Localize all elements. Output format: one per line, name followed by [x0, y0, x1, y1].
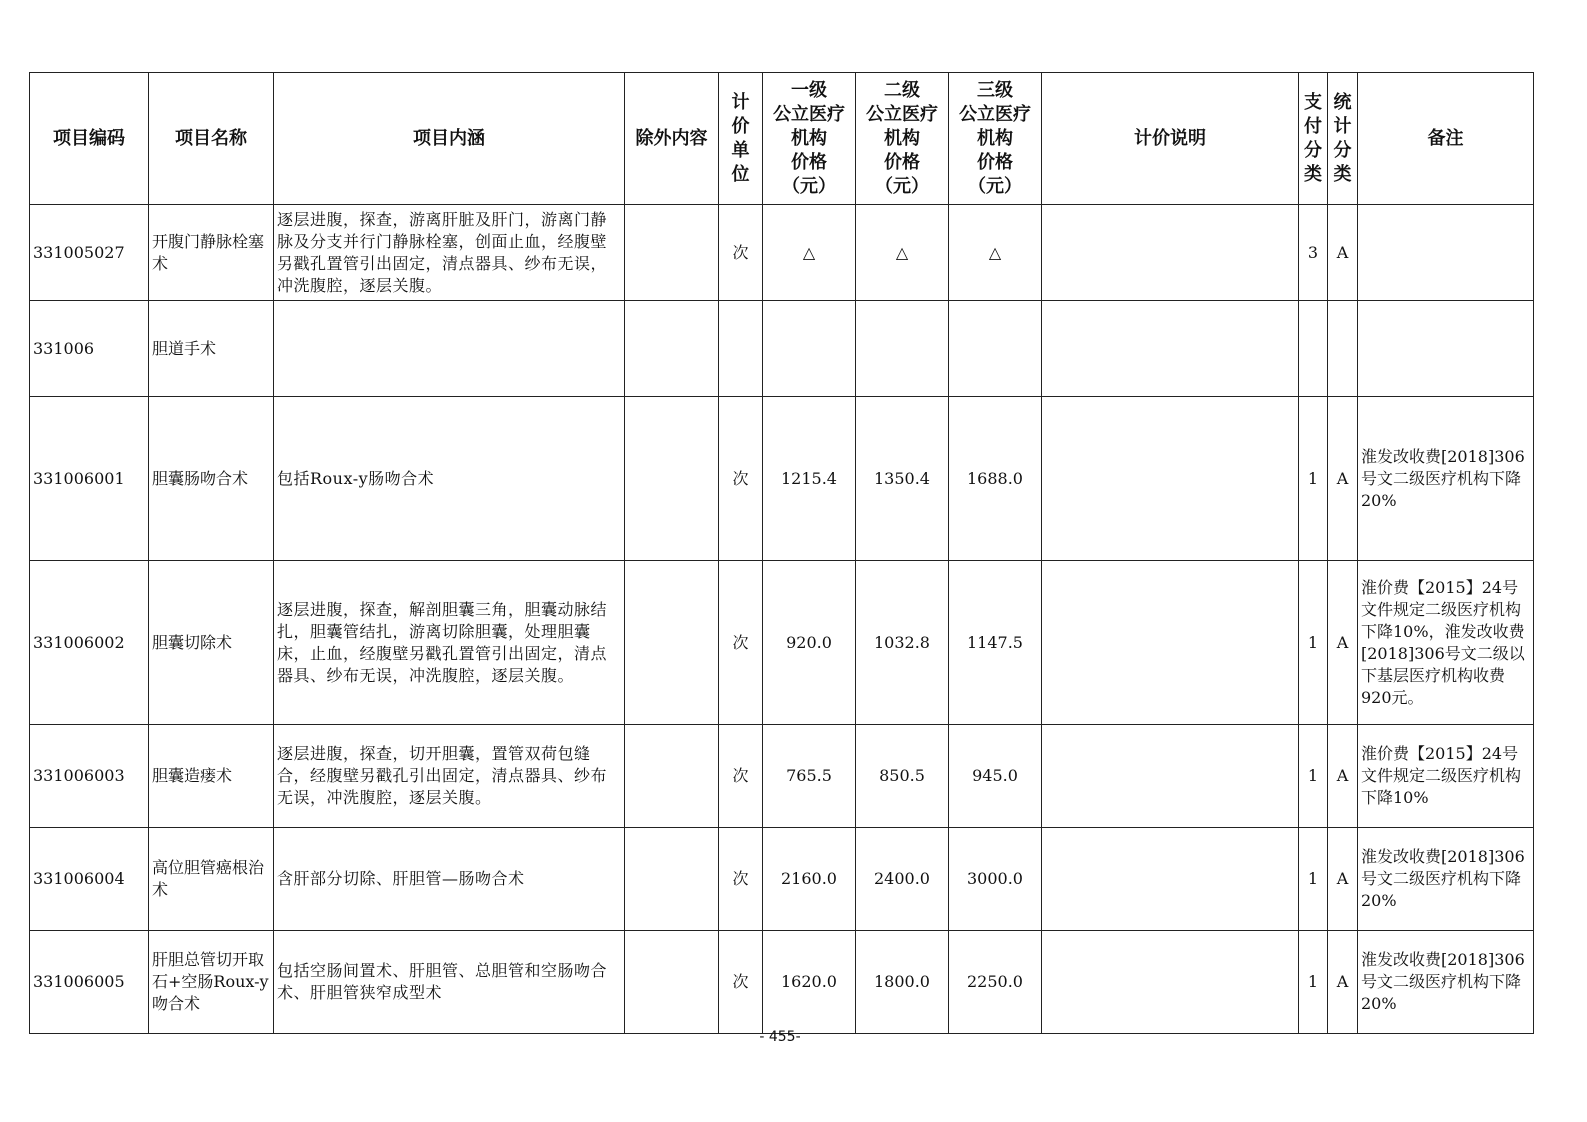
cell-statistics-category: A: [1328, 397, 1358, 561]
cell-code: 331006004: [30, 828, 149, 931]
cell-content: 逐层进腹，探查，解剖胆囊三角，胆囊动脉结扎，胆囊管结扎，游离切除胆囊，处理胆囊床，止血，经腹壁另戳孔置管引出固定，清点器具、纱布无误，冲洗腹腔，逐层关腹。: [274, 561, 625, 725]
cell-remark: [1358, 301, 1534, 397]
header-statistics-category: 统 计 分 类: [1328, 73, 1358, 205]
header-price-level1: 一级 公立医疗 机构 价格 （元）: [763, 73, 856, 205]
table-row: [30, 725, 1534, 828]
cell-excluded: [625, 301, 719, 397]
cell-payment-category: 1: [1299, 931, 1328, 1034]
header-price-level2: 二级 公立医疗 机构 价格 （元）: [856, 73, 949, 205]
cell-content: 含肝部分切除、肝胆管—肠吻合术: [274, 828, 625, 931]
cell-price-level3: [949, 301, 1042, 397]
cell-code: 331006005: [30, 931, 149, 1034]
cell-name: 胆囊造瘘术: [149, 725, 274, 828]
cell-content: [274, 301, 625, 397]
cell-pricing-note: [1042, 561, 1299, 725]
cell-unit: 次: [719, 828, 763, 931]
cell-price-level3: 3000.0: [949, 828, 1042, 931]
cell-excluded: [625, 828, 719, 931]
cell-price-level3: 2250.0: [949, 931, 1042, 1034]
cell-pricing-note: [1042, 301, 1299, 397]
header-excluded: 除外内容: [625, 73, 719, 205]
cell-statistics-category: A: [1328, 205, 1358, 301]
header-payment-category: 支 付 分 类: [1299, 73, 1328, 205]
cell-price-level1: △: [763, 205, 856, 301]
cell-payment-category: 1: [1299, 561, 1328, 725]
cell-unit: 次: [719, 725, 763, 828]
cell-price-level3: 1688.0: [949, 397, 1042, 561]
cell-statistics-category: A: [1328, 828, 1358, 931]
cell-price-level1: 1215.4: [763, 397, 856, 561]
cell-price-level3: △: [949, 205, 1042, 301]
cell-pricing-note: [1042, 205, 1299, 301]
cell-price-level1: 2160.0: [763, 828, 856, 931]
cell-content: 包括空肠间置术、肝胆管、总胆管和空肠吻合术、肝胆管狭窄成型术: [274, 931, 625, 1034]
header-pricing-note: 计价说明: [1042, 73, 1299, 205]
cell-excluded: [625, 397, 719, 561]
cell-pricing-note: [1042, 931, 1299, 1034]
cell-remark: 淮发改收费[2018]306号文二级医疗机构下降20%: [1358, 397, 1534, 561]
table-row: [30, 205, 1534, 301]
cell-pricing-note: [1042, 828, 1299, 931]
cell-excluded: [625, 725, 719, 828]
cell-remark: 淮发改收费[2018]306号文二级医疗机构下降20%: [1358, 931, 1534, 1034]
header-price-level3: 三级 公立医疗 机构 价格 （元）: [949, 73, 1042, 205]
cell-payment-category: 1: [1299, 397, 1328, 561]
header-remark: 备注: [1358, 73, 1534, 205]
price-table: [29, 72, 1534, 1034]
cell-payment-category: 1: [1299, 828, 1328, 931]
cell-code: 331005027: [30, 205, 149, 301]
cell-payment-category: [1299, 301, 1328, 397]
cell-content: 逐层进腹，探查，游离肝脏及肝门，游离门静脉及分支并行门静脉栓塞，创面止血，经腹壁另戳孔置管引出固定，清点器具、纱布无误，冲洗腹腔，逐层关腹。: [274, 205, 625, 301]
cell-statistics-category: [1328, 301, 1358, 397]
cell-price-level1: 765.5: [763, 725, 856, 828]
cell-code: 331006003: [30, 725, 149, 828]
cell-name: 高位胆管癌根治术: [149, 828, 274, 931]
cell-remark: 淮发改收费[2018]306号文二级医疗机构下降20%: [1358, 828, 1534, 931]
cell-code: 331006001: [30, 397, 149, 561]
cell-name: 开腹门静脉栓塞术: [149, 205, 274, 301]
header-name: 项目名称: [149, 73, 274, 205]
cell-code: 331006002: [30, 561, 149, 725]
cell-name: 胆囊肠吻合术: [149, 397, 274, 561]
cell-price-level1: 920.0: [763, 561, 856, 725]
cell-excluded: [625, 561, 719, 725]
cell-payment-category: 3: [1299, 205, 1328, 301]
cell-price-level2: [856, 301, 949, 397]
cell-pricing-note: [1042, 725, 1299, 828]
cell-code: 331006: [30, 301, 149, 397]
cell-price-level2: △: [856, 205, 949, 301]
cell-remark: 淮价费【2015】24号文件规定二级医疗机构下降10%，淮发改收费[2018]306号文二级以下基层医疗机构收费920元。: [1358, 561, 1534, 725]
page-number: - 455-: [759, 1029, 801, 1045]
cell-name: 胆囊切除术: [149, 561, 274, 725]
table-row: [30, 301, 1534, 397]
header-unit: 计 价 单 位: [719, 73, 763, 205]
cell-remark: 淮价费【2015】24号文件规定二级医疗机构下降10%: [1358, 725, 1534, 828]
cell-pricing-note: [1042, 397, 1299, 561]
header-code: 项目编码: [30, 73, 149, 205]
cell-excluded: [625, 931, 719, 1034]
cell-price-level2: 1032.8: [856, 561, 949, 725]
cell-content: 包括Roux-y肠吻合术: [274, 397, 625, 561]
cell-unit: 次: [719, 205, 763, 301]
table-row: [30, 931, 1534, 1034]
cell-unit: [719, 301, 763, 397]
header-content: 项目内涵: [274, 73, 625, 205]
header-row: [30, 73, 1534, 205]
cell-excluded: [625, 205, 719, 301]
cell-price-level3: 945.0: [949, 725, 1042, 828]
cell-content: 逐层进腹，探查，切开胆囊，置管双荷包缝合，经腹壁另戳孔引出固定，清点器具、纱布无误，冲洗腹腔，逐层关腹。: [274, 725, 625, 828]
cell-price-level1: 1620.0: [763, 931, 856, 1034]
cell-price-level2: 1350.4: [856, 397, 949, 561]
cell-unit: 次: [719, 561, 763, 725]
table-row: [30, 561, 1534, 725]
cell-statistics-category: A: [1328, 561, 1358, 725]
cell-name: 胆道手术: [149, 301, 274, 397]
cell-price-level2: 850.5: [856, 725, 949, 828]
cell-statistics-category: A: [1328, 725, 1358, 828]
cell-remark: [1358, 205, 1534, 301]
cell-payment-category: 1: [1299, 725, 1328, 828]
cell-price-level2: 2400.0: [856, 828, 949, 931]
cell-price-level3: 1147.5: [949, 561, 1042, 725]
cell-price-level1: [763, 301, 856, 397]
table-row: [30, 828, 1534, 931]
table-row: [30, 397, 1534, 561]
cell-price-level2: 1800.0: [856, 931, 949, 1034]
cell-statistics-category: A: [1328, 931, 1358, 1034]
cell-unit: 次: [719, 931, 763, 1034]
cell-name: 肝胆总管切开取石+空肠Roux-y吻合术: [149, 931, 274, 1034]
cell-unit: 次: [719, 397, 763, 561]
